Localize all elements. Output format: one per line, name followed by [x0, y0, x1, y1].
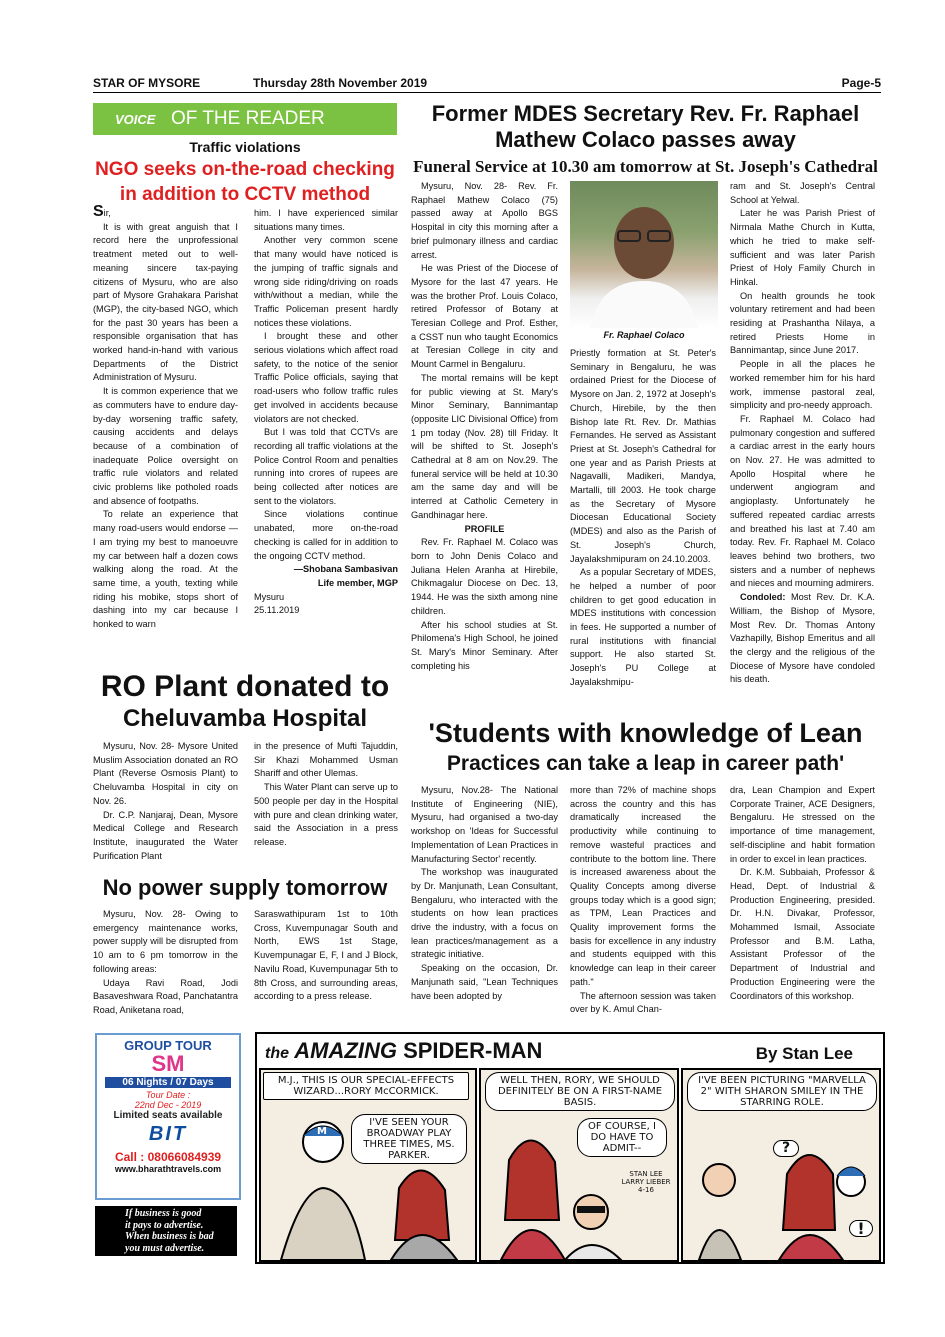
paragraph: It is common experience that we as commuters have to endure day-by-day worsening traffic safety, causing accidents and delays because of a combination of inadequate Police oversight on traffic rule violators and related civic problems like potholed roads and absence of footpaths.: [93, 386, 238, 506]
comic-panel-1: [259, 1068, 477, 1262]
advertise-line: you must advertise.: [125, 1242, 205, 1254]
ad-seats: Limited seats available: [113, 1110, 223, 1121]
advertise-line: When business is bad: [125, 1231, 214, 1242]
paragraph: in the presence of Mufti Tajuddin, Sir Khazi Mohammed Usman Shariff and other Ulemas.: [254, 741, 398, 779]
advertise-line: it pays to advertise.: [125, 1219, 204, 1231]
ad-tour-date-label: Tour Date :: [145, 1090, 191, 1100]
salutation: ir,: [103, 208, 111, 218]
priest-photo: [570, 181, 718, 328]
mdes-headline: Former MDES Secretary Rev. Fr. Raphael Mathew Colaco passes away: [431, 101, 860, 152]
paragraph: On health grounds he took voluntary retirement and had been residing at Prashantha Nilaya, a retired Priests Home in Bannimantap, since June 2017.: [730, 290, 875, 356]
page-header: [93, 76, 881, 92]
letter-kicker: Traffic violations: [189, 139, 301, 155]
paragraph: Udaya Ravi Road, Jodi Basaveshwara Road, Panchatantra Road, Aniketana road,: [93, 977, 238, 1015]
letter-headline: NGO seeks on-the-road checking in addition to CCTV method: [95, 159, 395, 205]
condoled-label: Condoled:: [740, 592, 786, 603]
page-number: Page-5: [841, 76, 881, 90]
reader-label: OF THE READER: [171, 108, 325, 129]
priest-portrait-icon: [570, 181, 718, 328]
comic-bubble: I'VE BEEN PICTURING "MARVELLA 2" WITH SHARON SMILEY IN THE STARRING ROLE.: [687, 1072, 877, 1111]
comic-art-icon: [481, 1070, 677, 1260]
paragraph: Rev. Fr. Raphael M. Colaco was born to John Denis Colaco and Juliana Helen Aranha at Hirebile, Chikmagalur Diocese on Dec. 13, 1944. He was the sixth among nine children.: [411, 537, 558, 616]
ad-website[interactable]: www.bharathtravels.com: [114, 1164, 222, 1174]
paragraph: Fr. Raphael M. Colaco had pulmonary congestion and suffered a cardiac arrest in the early hours on Nov. 27. He was admitted to Apollo Hospital where he underwent angiogram and angioplasty. Unfortunately he suffered repeated cardiac arrests and breathed his last at 7.40 am today. Rev. Fr. Raphael M. Colaco leaves behind two brothers, two sisters and a number of nephews and nieces and mourning admirers.: [730, 413, 875, 589]
lean-headline-1: 'Students with knowledge of Lean: [428, 718, 863, 748]
photo-caption: Fr. Raphael Colaco: [603, 330, 685, 340]
ad-phone[interactable]: Call : 08066084939: [97, 1150, 239, 1164]
mdes-col-3: [730, 180, 875, 687]
comic-byline: By Stan Lee: [755, 1044, 853, 1063]
paragraph: It is with great anguish that I record here the unprofessional treatment meted out to well-meaning sincere tax-paying citizens of Mysuru, who are also part of Mysore Grahakara Parishat (MGP), the city-based NGO, which for the past 30 years has been a responsible organisation that has worked hand-in-hand with various Departments of the District Administration of Mysuru.: [93, 221, 238, 383]
comic-amazing: AMAZING: [294, 1038, 397, 1063]
power-col-2: [254, 908, 398, 1004]
ad-title: GROUP TOUR: [124, 1038, 212, 1053]
mdes-col-2: [570, 347, 716, 690]
power-col-1: [93, 908, 238, 1018]
lean-col-2: [570, 784, 716, 1017]
lean-col-1: [411, 784, 558, 1003]
group-tour-ad[interactable]: [95, 1033, 241, 1200]
paragraph: The workshop was inaugurated by Dr. Manjunath, Lean Consultant, Bengaluru, who interacted with the students on how lean practices drive the industry, with a focus on lean practices/management as a strategic initiative.: [411, 867, 558, 960]
signature: —Shobana Sambasivan: [293, 564, 398, 575]
comic-question: ?: [773, 1140, 799, 1157]
ad-brand-logo: BIT: [148, 1123, 188, 1145]
sign-place: Mysuru: [254, 591, 285, 602]
paragraph: him. I have experienced similar situations many times.: [254, 208, 398, 232]
ad-logo: SM: [151, 1051, 185, 1076]
advertise-filler: [95, 1206, 237, 1256]
paragraph: Mysuru, Nov. 28- Rev. Fr. Raphael Mathew Colaco (75) passed away at Apollo BGS Hospital in city this morning after a brief pulmonary illness and cardiac arrest.: [411, 181, 558, 260]
paragraph: He was Priest of the Diocese of Mysore for the last 47 years. He was the brother Prof. Louis Colaco, retired Professor of Botany at Teresian College and Prof. Esther, a CSST nun who taught Economics at Teresian College in city and Mount Carmel in Bengaluru.: [411, 263, 558, 370]
paragraph: Since violations continue unabated, more on-the-road checking is called for in addition to the ongoing CCTV method.: [254, 509, 398, 561]
paragraph: Dr. K.M. Subbaiah, Professor & Head, Dept. of Industrial & Production Engineering, presided. Dr. H.N. Divakar, Professor, Mohammed Ismail, Associate Professor and B.M. Latha, Assistant Professor of the Department of Industrial and Production Engineering were the Coordinators of this workshop.: [730, 867, 875, 1001]
comic-panel-2: [479, 1068, 679, 1262]
header-rule: [93, 92, 881, 93]
comic-bubble: I'VE SEEN YOUR BROADWAY PLAY THREE TIMES, MS. PARKER.: [351, 1114, 467, 1164]
ad-nights: 06 Nights / 07 Days: [105, 1077, 231, 1088]
paragraph: This Water Plant can serve up to 500 people per day in the Hospital with pure and clean drinking water, said the Association in a press release.: [254, 782, 398, 847]
paragraph: But I was told that CCTVs are recording all traffic violations at the Police Control Room and penalties running into crores of rupees are being collected after notices are sent to the violators.: [254, 427, 398, 506]
paragraph: ram and St. Joseph's Central School at Yelwal.: [730, 181, 875, 205]
paragraph: more than 72% of machine shops across the country and this has dramatically increased the productivity while continuing to remove wasteful practices and contribute to the bottom line. There is increased awareness about the Quality Concepts among diverse groups today which is a good sign; as TPM, Lean Practices and Quality improvement forms the basis for excellence in any industry and students equipped with this knowledge can leap in their career path.": [570, 785, 716, 987]
paragraph: As a popular Secretary of MDES, he helped a number of poor children to get good education in MDES institutions with concession in fees. He supported a number of rural institutions with financial support. He also started St. Joseph's PU College at Jayalakshmipu-: [570, 567, 716, 687]
comic-the: the: [265, 1045, 289, 1062]
ro-col-2: [254, 740, 398, 850]
ro-headline-1: RO Plant donated to: [100, 670, 390, 703]
ro-col-1: [93, 740, 238, 863]
cap-letter: M: [317, 1126, 327, 1137]
paragraph: Priestly formation at St. Peter's Seminary in Bengaluru, he was ordained Priest for the Diocese of Mysore on Jan. 2, 1972 at Joseph's Church, Hirebile, by the then Bishop late Rt. Rev. Dr. Mathias Fernandes. He served as Assistant Priest at St. Joseph's Cathedral for one year and as Parish Priests at Nagavalli, Madikeri, Mandya, Martalli, till 2003. He took charge as the Secretary of Mysore Diocesan Educational Society (MDES) and also as the Parish of St. Joseph's Church, Jayalakshmipuram on 24.10.2003.: [570, 348, 716, 564]
comic-panel-3: [681, 1068, 881, 1262]
letter-col-2: [254, 207, 398, 618]
lean-col-3: [730, 784, 875, 1003]
comic-credits: STAN LEE LARRY LIEBER 4-16: [621, 1170, 671, 1194]
issue-date: Thursday 28th November 2019: [253, 76, 428, 90]
comic-title: SPIDER-MAN: [403, 1038, 543, 1063]
advertise-line: If business is good: [125, 1208, 202, 1219]
paragraph: Mysuru, Nov.28- The National Institute of Engineering (NIE), Mysuru, had organised a two-day workshop on 'Ideas for Successful Implementation of Lean Practices in Manufacturing Sector' recently.: [411, 785, 558, 864]
paragraph: I brought these and other serious violations which affect road safety, to the notice of the senior Traffic Police officials, saying that road-users who follow traffic rules get involved in accidents because violators are not checked.: [254, 331, 398, 424]
paragraph: dra, Lean Champion and Expert Corporate Trainer, ACE Designers, Bengaluru. He stressed on the importance of time management, self-discipline and habit formation in order to excel in lean practices.: [730, 785, 875, 864]
spiderman-comic: [255, 1032, 885, 1264]
condoled-text: Most Rev. Dr. K.A. William, the Bishop of Mysore, Most Rev. Dr. Thomas Antony Vazhapilly, Bishop Emeritus and all the clergy and the religious of the Diocese of Mysore have condoled his death.: [730, 592, 875, 685]
paragraph: Saraswathipuram 1st to 10th Cross, Kuvempunagar South and North, EWS 1st Stage, Kuvempunagar E, F, I and J Block, Navilu Road, Kuvempunagar 5th to 8th Cross, and surrounding areas, according to a press release.: [254, 909, 398, 1002]
paragraph: Another very common scene that many would have noticed is the jumping of traffic signals and wrong side riding/driving on roads with/without a median, while the Traffic Policeman present hardly notices these violations.: [254, 235, 398, 328]
comic-caption: M.J., THIS IS OUR SPECIAL-EFFECTS WIZARD...RORY McCORMICK.: [263, 1072, 469, 1100]
paragraph: Mysuru, Nov. 28- Owing to emergency maintenance works, power supply will be disrupted from 10 am to 6 pm tomorrow in the following areas:: [93, 909, 238, 974]
paragraph: Dr. C.P. Nanjaraj, Dean, Mysore Medical College and Research Institute, inaugurated the Water Purification Plant: [93, 809, 238, 861]
paragraph: After his school studies at St. Philomena's High School, he joined St. Mary's Minor Seminary. After completing his: [411, 619, 558, 671]
paragraph: The afternoon session was taken over by K. Amul Chan-: [570, 990, 716, 1015]
power-headline: No power supply tomorrow: [102, 875, 388, 900]
ad-tour-date: 22nd Dec - 2019: [134, 1100, 202, 1110]
paragraph: Later he was Parish Priest of Nirmala Mathe Church in Kutta, which he tried to make self-sufficient and was later Parish Priest of Holy Family Church in Hinkal.: [730, 208, 875, 287]
paragraph: The mortal remains will be kept for public viewing at St. Mary's Minor Seminary, Bannimantap (opposite LIC Divisional Office) from 1 pm today (Nov. 28) till Friday. It will be shifted to St. Joseph's Cathedral at 8 am on Nov.29. The funeral service will be held at 10.30 am the same day and will be interred at Catholic Cemetery in Gandhinagar here.: [411, 372, 558, 520]
comic-bubble: OF COURSE, I DO HAVE TO ADMIT--: [577, 1118, 667, 1157]
ro-headline-2: Cheluvamba Hospital: [122, 705, 368, 732]
voice-label: VOICE: [115, 112, 156, 127]
signature-title: Life member, MGP: [317, 577, 398, 588]
paragraph: People in all the places he worked remember him for his hard work, immense pastoral zeal, simplicity and pro-needy approach.: [730, 359, 875, 411]
sign-date: 25.11.2019: [254, 605, 300, 616]
voice-banner: [93, 103, 397, 135]
mdes-col-1: [411, 180, 558, 673]
lean-headline-2: Practices can take a leap in career path': [446, 752, 845, 775]
letter-col-1: [93, 205, 238, 632]
mdes-subhead: Funeral Service at 10.30 am tomorrow at St. Joseph's Cathedral: [413, 157, 878, 176]
drop-cap: S: [93, 203, 104, 220]
paragraph: Speaking on the occasion, Dr. Manjunath said, "Lean Techniques have been adopted by: [411, 963, 558, 1001]
paragraph: To relate an experience that many road-users would endorse — I am trying my best to manoeuvre my car between half a dozen cows walking along the road. At the same time, a youth, texting while riding his mobike, stops short of dashing into my car because I honked to warn: [93, 509, 238, 630]
comic-art-icon: [261, 1070, 475, 1260]
paper-name: STAR OF MYSORE: [93, 76, 201, 90]
comic-exclaim: !: [849, 1220, 873, 1237]
profile-heading: PROFILE: [464, 523, 505, 534]
paragraph: Mysuru, Nov. 28- Mysore United Muslim Association donated an RO Plant (Reverse Osmosis Plant) to Cheluvamba Hospital in city on Nov. 26.: [93, 741, 238, 806]
comic-bubble: WELL THEN, RORY, WE SHOULD DEFINITELY BE ON A FIRST-NAME BASIS.: [485, 1072, 675, 1111]
comic-art-icon: [683, 1070, 879, 1260]
